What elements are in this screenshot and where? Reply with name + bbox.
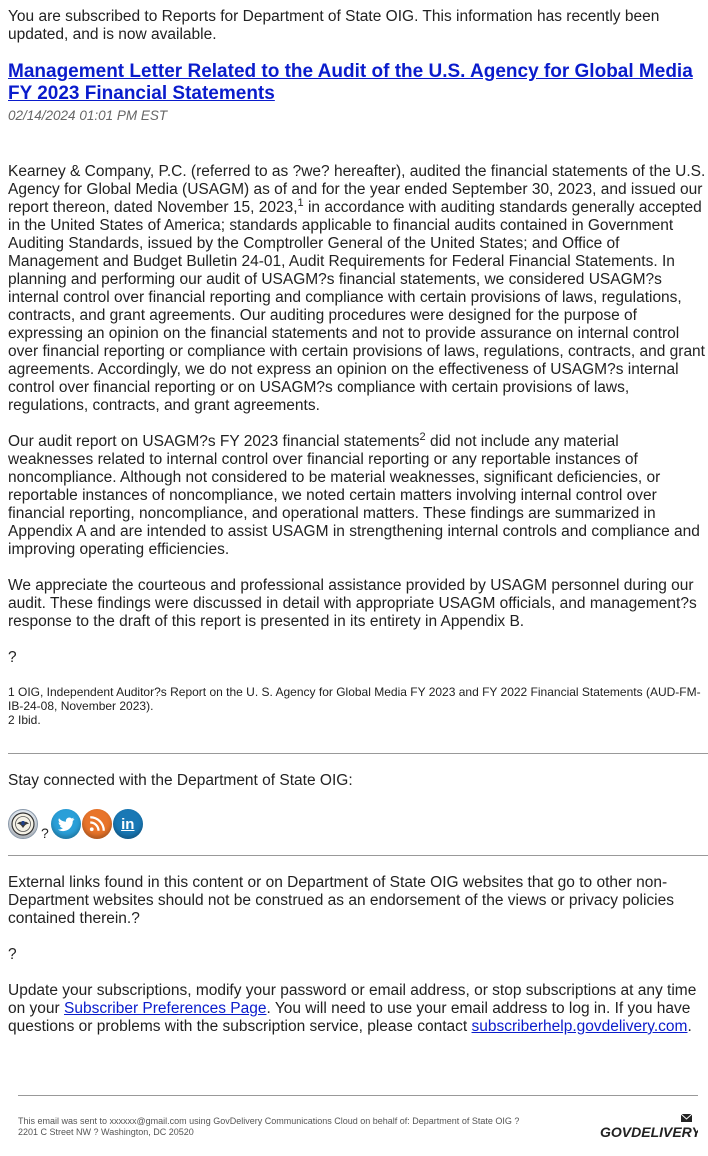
- paragraph-1-part-a: Kearney & Company, P.C. (referred to as ?we? hereafter), audited the financial statements of the U.S. Agency for Global Media (USAGM) as of and for the year ended September 30, 2023, and issued our report thereon, dated November 15, 2023,: [8, 163, 706, 216]
- footer-sent-to: This email was sent to xxxxxx@gmail.com using GovDelivery Communications Cloud on behalf of: Department of State OIG ?: [18, 1116, 520, 1126]
- update-text-b: . You will need to use your email address to log in. If you have questions or problems with the subscription service, please contact: [8, 1000, 691, 1035]
- report-title-link[interactable]: Management Letter Related to the Audit of the U.S. Agency for Global Media FY 2023 Financial Statements: [8, 61, 693, 104]
- subscriber-preferences-link[interactable]: Subscriber Preferences Page: [64, 1000, 267, 1017]
- footnote-ref-2: 2: [419, 430, 426, 443]
- social-links: [8, 807, 708, 839]
- email-footer: [18, 1116, 519, 1138]
- paragraph-2-part-b: did not include any material weaknesses related to internal control over financial reporting or any reportable instances of noncompliance. Although not considered to be material weaknesses, significant deficiencies, or reportable instances of noncompliance, we noted certain matters involving internal control over financial reporting, noncompliance, and operational matters. These findings are summarized in Appendix A and are intended to assist USAGM in strengthening internal controls and compliance and improving operating efficiencies.: [8, 433, 700, 558]
- twitter-icon[interactable]: [51, 809, 81, 839]
- subscription-info: [8, 982, 708, 1036]
- placeholder-char: ?: [8, 649, 17, 666]
- update-text-a: Update your subscriptions, modify your password or email address, or stop subscriptions at any time on your: [8, 982, 697, 1017]
- footnote-2: 2 Ibid.: [8, 713, 41, 727]
- paragraph-1: [8, 163, 708, 415]
- stay-connected-text: Stay connected with the Department of State OIG:: [8, 772, 353, 789]
- paragraph-1-part-b: in accordance with auditing standards generally accepted in the United States of America; standards applicable to financial audits contained in Government Auditing Standards, issued by the Comptroller General of the United States; and Office of Management and Budget Bulletin 24-01, Audit Requirements for Federal Financial Statements. In planning and performing our audit of USAGM?s financial statements, we considered USAGM?s internal control over financial reporting and compliance with certain provisions of laws, regulations, contracts, and grant agreements. Our auditing procedures were designed for the purpose of expressing an opinion on the financial statements and not to provide assurance on internal control over financial reporting or compliance with certain provisions of laws, regulations, contracts, and grant agreements. Accordingly, we do not express an opinion on the effectiveness of USAGM?s internal control over financial reporting or on USAGM?s compliance with certain provisions of laws, regulations, contracts, and grant agreements.: [8, 199, 705, 414]
- social-separator: ?: [41, 825, 49, 841]
- footnote-1: 1 OIG, Independent Auditor?s Report on the U. S. Agency for Global Media FY 2023 and FY 2022 Financial Statements (AUD-FM-IB-24-08, November 2023).: [8, 685, 701, 713]
- twitter-bird-graphic: [56, 814, 76, 834]
- footnotes: [8, 685, 708, 727]
- rss-icon[interactable]: [82, 809, 112, 839]
- paragraph-2: [8, 430, 708, 559]
- govdelivery-wordmark: GOVDELIVERY: [600, 1124, 698, 1140]
- divider-2: [8, 855, 708, 856]
- external-links-disclaimer: External links found in this content or on Department of State OIG websites that go to other non-Department websites should not be construed as an endorsement of the views or privacy policies contained therein.?: [8, 874, 674, 927]
- rss-graphic: [88, 815, 106, 833]
- subscriber-help-link[interactable]: subscriberhelp.govdelivery.com: [471, 1018, 688, 1035]
- state-seal-icon[interactable]: [8, 809, 38, 839]
- footer-divider: [18, 1095, 698, 1096]
- govdelivery-logo-graphic: [598, 1112, 698, 1142]
- disclaimer-section: [8, 874, 708, 1036]
- placeholder-char-2: ?: [8, 946, 17, 963]
- seal-graphic: [11, 812, 35, 836]
- publish-date: 02/14/2024 01:01 PM EST: [8, 108, 168, 123]
- govdelivery-logo[interactable]: [598, 1112, 698, 1142]
- linkedin-icon[interactable]: in: [113, 809, 143, 839]
- paragraph-3: We appreciate the courteous and professional assistance provided by USAGM personnel during our audit. These findings were discussed in detail with appropriate USAGM officials, and management?s response to the draft of this report is presented in its entirety in Appendix B.: [8, 577, 697, 630]
- footer-address: 2201 C Street NW ? Washington, DC 20520: [18, 1127, 194, 1137]
- footnote-ref-1: 1: [297, 196, 304, 209]
- update-text-c: .: [687, 1018, 692, 1035]
- email-content: [8, 8, 708, 1054]
- subscription-intro: You are subscribed to Reports for Department of State OIG. This information has recently been updated, and is now available.: [8, 8, 660, 43]
- divider: [8, 753, 708, 754]
- paragraph-2-part-a: Our audit report on USAGM?s FY 2023 financial statements: [8, 433, 420, 450]
- report-summary: [8, 163, 708, 667]
